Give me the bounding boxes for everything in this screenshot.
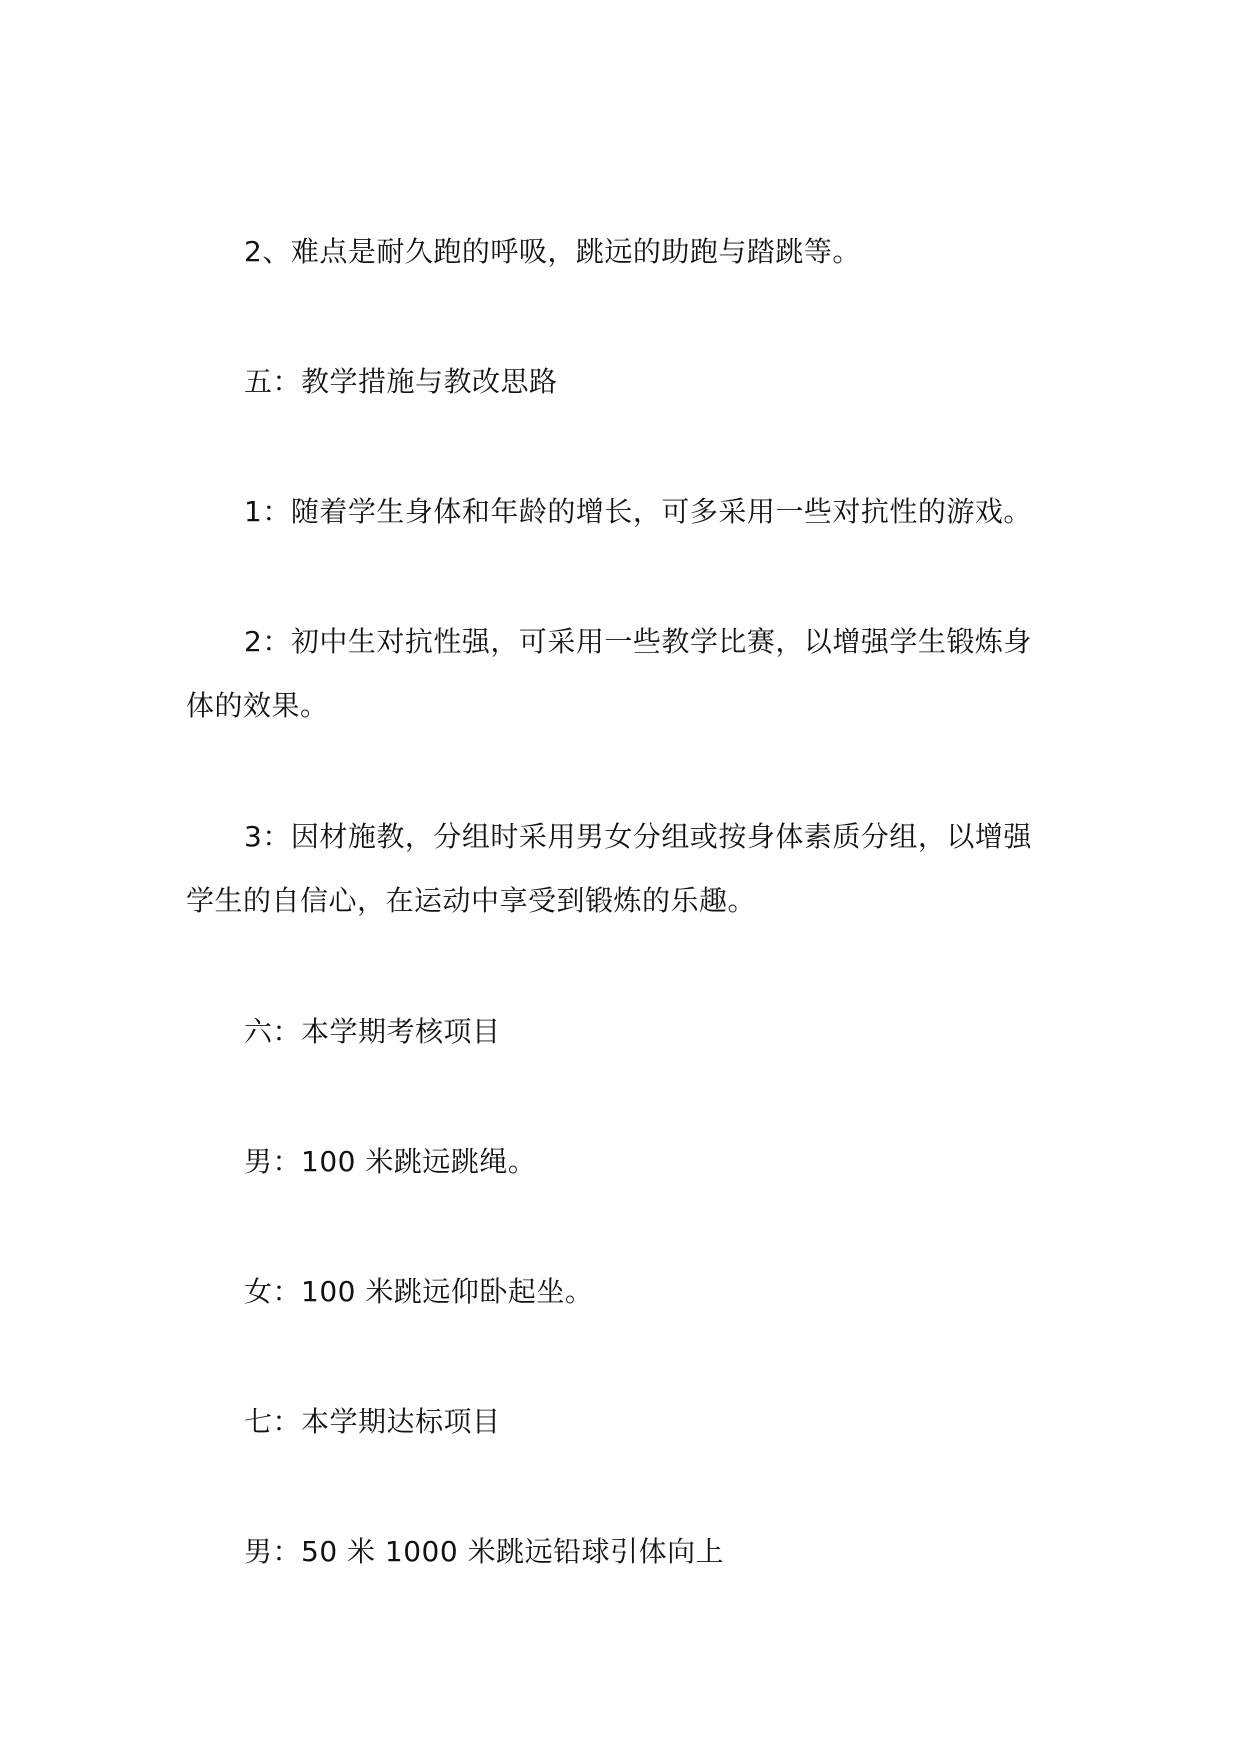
paragraph-measure-3: 3：因材施教，分组时采用男女分组或按身体素质分组，以增强学生的自信心，在运动中享受到锻炼的乐趣。	[186, 820, 1032, 917]
paragraph-measure-2: 2：初中生对抗性强，可采用一些教学比赛，以增强学生锻炼身体的效果。	[186, 625, 1032, 722]
paragraph-difficulty: 2、难点是耐久跑的呼吸，跳远的助跑与踏跳等。	[244, 235, 861, 268]
section-heading-assessment: 六：本学期考核项目	[244, 1015, 501, 1048]
paragraph-standards-male: 男：50 米 1000 米跳远铅球引体向上	[244, 1535, 725, 1568]
section-heading-standards: 七：本学期达标项目	[244, 1405, 501, 1438]
paragraph-measure-1: 1：随着学生身体和年龄的增长，可多采用一些对抗性的游戏。	[244, 495, 1032, 528]
paragraph-assessment-female: 女：100 米跳远仰卧起坐。	[244, 1275, 594, 1308]
section-heading-teaching-measures: 五：教学措施与教改思路	[244, 365, 558, 398]
paragraph-assessment-male: 男：100 米跳远跳绳。	[244, 1145, 537, 1178]
